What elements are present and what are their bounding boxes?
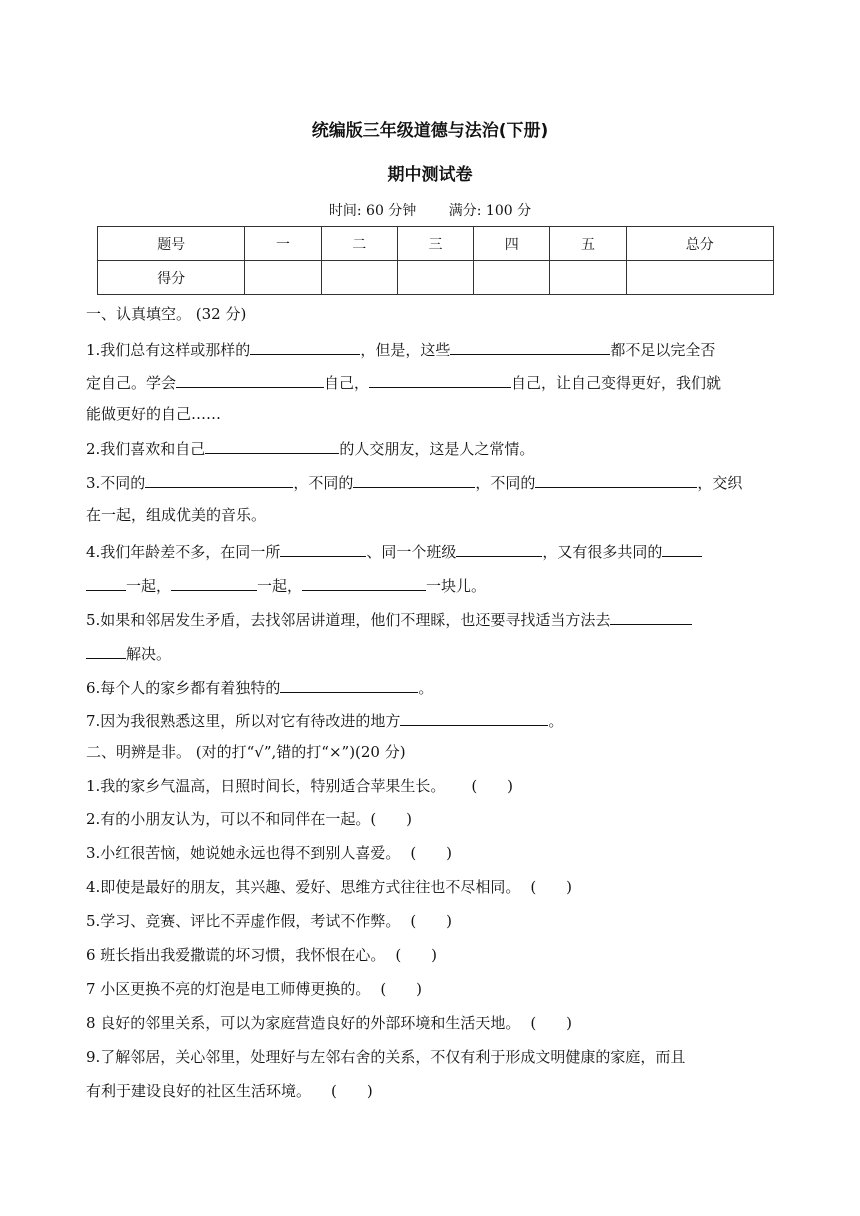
q2-line1 — [86, 437, 776, 459]
q6-line1 — [86, 676, 776, 698]
answer-parentheses[interactable]: ( ) — [370, 810, 413, 828]
score-header-cell: 总分 — [626, 227, 773, 261]
exam-title: 统编版三年级道德与法治(下册) — [311, 121, 549, 141]
question-text: 的人交朋友，这是人之常情。 — [339, 440, 535, 458]
q1-line1 — [86, 338, 776, 360]
question-text: 4.我们年龄差不多，在同一所 — [86, 543, 281, 561]
statement-text: 8 良好的邻里关系，可以为家庭营造良好的外部环境和生活天地。 — [86, 1014, 521, 1032]
score-header-cell: 一 — [245, 227, 321, 261]
answer-blank[interactable] — [456, 540, 542, 557]
section2-heading: 二、明辨是非。 (对的打“√”,错的打“×”)(20 分) — [86, 743, 406, 761]
answer-parentheses[interactable]: ( ) — [471, 777, 514, 795]
answer-blank[interactable] — [280, 676, 418, 693]
score-label-cell: 得分 — [98, 261, 245, 295]
answer-blank[interactable] — [145, 471, 293, 488]
answer-parentheses[interactable]: ( ) — [410, 844, 453, 862]
tf-item — [86, 877, 776, 897]
answer-blank[interactable] — [450, 338, 610, 355]
question-text: 。 — [548, 712, 564, 730]
tf-item — [86, 776, 776, 796]
question-text: 都不足以完全否 — [610, 341, 716, 359]
question-text: 7.因为我很熟悉这里，所以对它有待改进的地方 — [86, 712, 401, 730]
section1-heading: 一、认真填空。 (32 分) — [86, 305, 247, 323]
answer-blank[interactable] — [400, 709, 548, 726]
score-header-cell: 四 — [474, 227, 550, 261]
score-cell — [474, 261, 550, 295]
answer-parentheses[interactable]: ( ) — [410, 912, 453, 930]
answer-blank[interactable] — [353, 471, 475, 488]
score-cell — [626, 261, 773, 295]
answer-blank[interactable] — [205, 437, 339, 454]
tf-item-9-line1: 9.了解邻居，关心邻里，处理好与左邻右舍的关系，不仅有利于形成文明健康的家庭，而且 — [86, 1048, 686, 1066]
question-text: 。 — [418, 679, 434, 697]
statement-text: 5.学习、竞赛、评比不弄虚作假，考试不作弊。 — [86, 912, 401, 930]
score-table-score-row — [98, 261, 774, 295]
answer-blank[interactable] — [86, 642, 126, 659]
question-text: ，但是，这些 — [360, 341, 451, 359]
statement-text: 6 班长指出我爱撒谎的坏习惯，我怀恨在心。 — [86, 946, 386, 964]
score-header-cell: 二 — [321, 227, 397, 261]
tf-item-9-line2 — [86, 1081, 776, 1101]
question-text: 3.不同的 — [86, 474, 146, 492]
question-text: 自己， — [324, 374, 370, 392]
q3-line2: 在一起，组成优美的音乐。 — [86, 506, 267, 524]
full-score: 满分: 100 分 — [448, 203, 532, 219]
answer-blank[interactable] — [171, 574, 257, 591]
question-text: 一起， — [126, 577, 172, 595]
time-limit: 时间: 60 分钟 — [328, 203, 417, 219]
answer-blank[interactable] — [369, 371, 511, 388]
question-text: ，交织 — [697, 474, 743, 492]
question-text: 一起， — [257, 577, 303, 595]
answer-blank[interactable] — [610, 608, 692, 625]
answer-parentheses[interactable]: ( ) — [380, 980, 423, 998]
statement-text: 7 小区更换不亮的灯泡是电工师傅更换的。 — [86, 980, 371, 998]
answer-parentheses[interactable]: ( ) — [395, 946, 438, 964]
score-table-header-row — [98, 227, 774, 261]
answer-parentheses[interactable]: ( ) — [331, 1082, 373, 1100]
exam-subtitle: 期中测试卷 — [387, 165, 473, 185]
score-table — [97, 226, 774, 295]
answer-blank[interactable] — [302, 574, 426, 591]
answer-parentheses[interactable]: ( ) — [530, 878, 573, 896]
q5-line2 — [86, 642, 776, 664]
tf-item — [86, 809, 776, 829]
q1-line2 — [86, 371, 776, 393]
answer-blank[interactable] — [176, 371, 324, 388]
q4-line2 — [86, 574, 776, 596]
answer-blank[interactable] — [250, 338, 360, 355]
q7-line1 — [86, 709, 776, 731]
statement-text: 2.有的小朋友认为，可以不和同伴在一起。 — [86, 810, 371, 828]
score-header-cell: 五 — [550, 227, 626, 261]
score-cell — [397, 261, 473, 295]
statement-text: 1.我的家乡气温高，日照时间长，特别适合苹果生长。 — [86, 777, 446, 795]
answer-blank[interactable] — [535, 471, 697, 488]
statement-text: 有利于建设良好的社区生活环境。 — [86, 1082, 312, 1100]
q4-line1 — [86, 540, 776, 562]
question-text: ，又有很多共同的 — [542, 543, 663, 561]
question-text: 自己，让自己变得更好，我们就 — [511, 374, 722, 392]
question-text: 解决。 — [126, 645, 172, 663]
score-cell — [550, 261, 626, 295]
tf-item — [86, 843, 776, 863]
statement-text: 4.即使是最好的朋友，其兴趣、爱好、思维方式往往也不尽相同。 — [86, 878, 521, 896]
question-text: 5.如果和邻居发生矛盾，去找邻居讲道理，他们不理睬，也还要寻找适当方法去 — [86, 611, 611, 629]
question-text: 2.我们喜欢和自己 — [86, 440, 206, 458]
score-header-cell: 题号 — [98, 227, 245, 261]
q1-line3: 能做更好的自己…… — [86, 405, 222, 423]
score-cell — [321, 261, 397, 295]
exam-meta — [0, 200, 860, 220]
question-text: 、同一个班级 — [366, 543, 457, 561]
answer-blank[interactable] — [86, 574, 126, 591]
tf-item — [86, 1013, 776, 1033]
q3-line1 — [86, 471, 776, 493]
question-text: ，不同的 — [293, 474, 354, 492]
answer-blank[interactable] — [280, 540, 366, 557]
tf-item — [86, 945, 776, 965]
q5-line1 — [86, 608, 776, 630]
score-cell — [245, 261, 321, 295]
question-text: 定自己。学会 — [86, 374, 177, 392]
statement-text: 3.小红很苦恼，她说她永远也得不到别人喜爱。 — [86, 844, 401, 862]
answer-blank[interactable] — [662, 540, 702, 557]
question-text: 一块儿。 — [426, 577, 487, 595]
question-text: ，不同的 — [475, 474, 536, 492]
question-text: 6.每个人的家乡都有着独特的 — [86, 679, 281, 697]
tf-item — [86, 979, 776, 999]
question-text: 1.我们总有这样或那样的 — [86, 341, 251, 359]
tf-item — [86, 911, 776, 931]
score-header-cell: 三 — [397, 227, 473, 261]
answer-parentheses[interactable]: ( ) — [530, 1014, 573, 1032]
